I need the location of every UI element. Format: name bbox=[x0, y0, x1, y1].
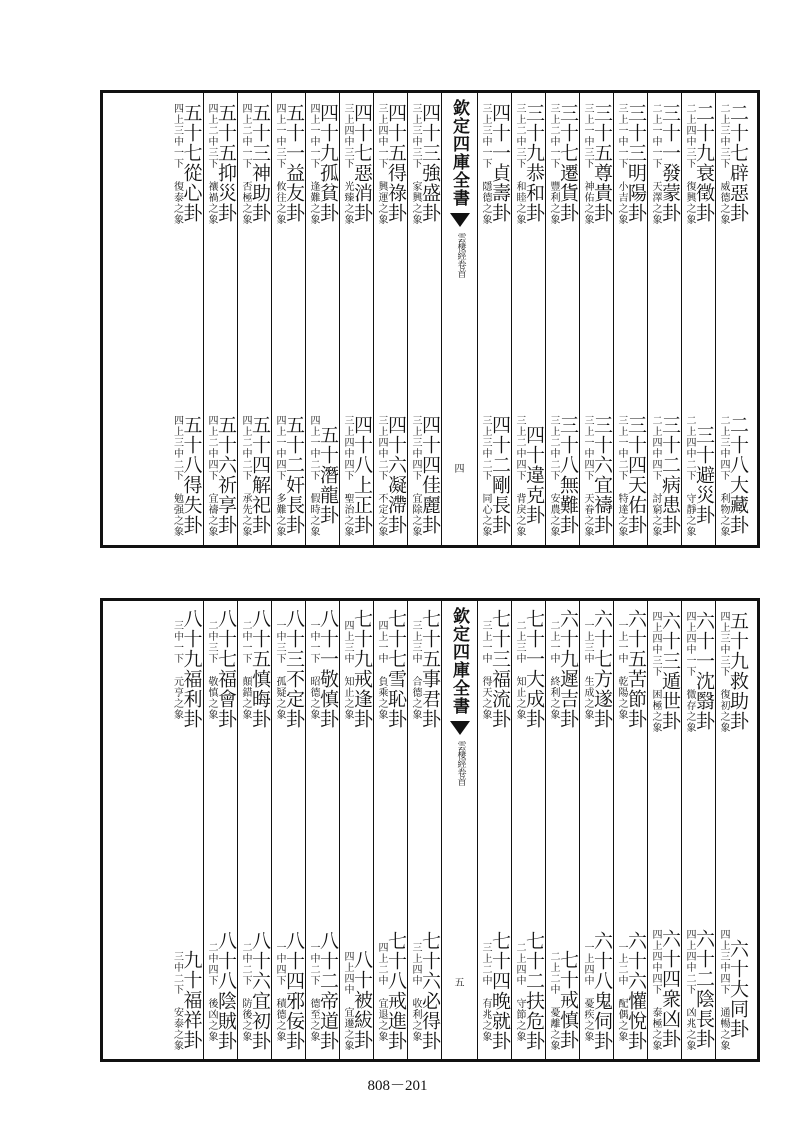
hexagram-entry bbox=[650, 609, 679, 733]
hexagram-note: 三上四中二下 不定之象 bbox=[376, 415, 387, 537]
hexagram-entry bbox=[718, 413, 747, 537]
hexagram-note: 三上二中三下 和睦之象 bbox=[514, 103, 525, 225]
hexagram-name: 四十一貞壽卦 bbox=[489, 103, 511, 223]
hexagram-entry bbox=[514, 413, 543, 537]
hexagram-name: 六十五苦節卦 bbox=[625, 609, 647, 729]
hexagram-note: 三上二中一下 豐利之象 bbox=[548, 103, 559, 225]
text-column bbox=[715, 601, 749, 1059]
hexagram-entry bbox=[684, 927, 713, 1051]
hexagram-name: 六十四衆凶卦 bbox=[659, 929, 681, 1049]
volume-ref: 雲棲經卷首 bbox=[455, 233, 466, 278]
text-column bbox=[647, 601, 681, 1059]
hexagram-name: 六十大同卦 bbox=[727, 939, 749, 1039]
hexagram-entry bbox=[718, 927, 747, 1051]
hexagram-name: 四十九孤貧卦 bbox=[317, 103, 339, 223]
text-column bbox=[203, 93, 237, 545]
hexagram-name: 六十七方遂卦 bbox=[591, 609, 613, 729]
hexagram-entry bbox=[480, 101, 509, 225]
hexagram-name: 五十二奸長卦 bbox=[283, 415, 305, 535]
hexagram-entry bbox=[206, 413, 235, 537]
hexagram-note: 四上三中四下 通暢之象 bbox=[718, 929, 729, 1051]
hexagram-entry bbox=[376, 101, 405, 225]
hexagram-note: 四上四中 宜遷之象 bbox=[342, 951, 353, 1051]
hexagram-note: 四上四中一下 微存之象 bbox=[684, 611, 695, 733]
top-page-frame bbox=[100, 90, 760, 548]
hexagram-name: 四十三強盛卦 bbox=[419, 103, 441, 223]
hexagram-note: 一中二下 德至之象 bbox=[308, 942, 319, 1042]
hexagram-note: 三上二中四下 背戾之象 bbox=[514, 415, 525, 537]
hexagram-note: 三上二中二下 安農之象 bbox=[548, 415, 559, 537]
hexagram-note: 二上四中四下 討窮之象 bbox=[650, 415, 661, 537]
hexagram-note: 一中一下 昭德之象 bbox=[308, 620, 319, 720]
hexagram-name: 二十九衰徵卦 bbox=[693, 103, 715, 223]
hexagram-name: 三十一發蒙卦 bbox=[659, 103, 681, 223]
hexagram-entry bbox=[650, 413, 679, 537]
hexagram-entry bbox=[172, 101, 201, 225]
hexagram-entry bbox=[718, 609, 747, 733]
center-gutter bbox=[441, 601, 477, 1059]
hexagram-name: 六十三遁世卦 bbox=[659, 611, 681, 731]
hexagram-entry bbox=[684, 101, 713, 225]
hexagram-entry bbox=[684, 609, 713, 733]
hexagram-note: 三上三中三下 家興之象 bbox=[410, 103, 421, 225]
hexagram-name: 七十九戒逢卦 bbox=[351, 609, 373, 729]
hexagram-entry bbox=[548, 413, 577, 537]
hexagram-entry bbox=[582, 931, 611, 1051]
text-column bbox=[305, 93, 339, 545]
hexagram-name: 五十潛龍卦 bbox=[317, 425, 339, 525]
hexagram-name: 七十八戒進卦 bbox=[385, 931, 407, 1051]
hexagram-entry bbox=[308, 101, 337, 225]
fish-tail-mark bbox=[450, 721, 470, 735]
hexagram-entry bbox=[376, 413, 405, 537]
hexagram-entry bbox=[582, 609, 611, 729]
text-column bbox=[237, 93, 271, 545]
hexagram-note: 三上二中 有兆之象 bbox=[480, 942, 491, 1042]
hexagram-entry bbox=[240, 413, 269, 537]
text-column bbox=[647, 93, 681, 545]
hexagram-note: 四上一中四下 多難之象 bbox=[274, 415, 285, 537]
text-column bbox=[613, 93, 647, 545]
hexagram-name: 七十戒慎卦 bbox=[557, 950, 579, 1050]
text-column bbox=[715, 93, 749, 545]
hexagram-entry bbox=[684, 413, 713, 537]
text-column bbox=[373, 93, 407, 545]
hexagram-note: 一上三中 生成之象 bbox=[582, 620, 593, 720]
hexagram-name: 三十二病患卦 bbox=[659, 415, 681, 535]
hexagram-entry bbox=[274, 609, 303, 729]
hexagram-name: 三十九恭和卦 bbox=[523, 103, 545, 223]
hexagram-note: 三上三中 合德之象 bbox=[410, 620, 421, 720]
hexagram-name: 八十被紱卦 bbox=[351, 950, 373, 1050]
hexagram-name: 三十避災卦 bbox=[693, 425, 715, 525]
hexagram-name: 五十四解祀卦 bbox=[249, 415, 271, 535]
page-number: 808－201 bbox=[367, 1078, 428, 1094]
hexagram-entry bbox=[342, 101, 371, 225]
hexagram-name: 八十八陰賊卦 bbox=[215, 931, 237, 1051]
hexagram-note: 四上四中二下 凶兆之象 bbox=[684, 929, 695, 1051]
hexagram-name: 八十三不定卦 bbox=[283, 609, 305, 729]
hexagram-entry bbox=[308, 931, 337, 1051]
text-column bbox=[237, 601, 271, 1059]
hexagram-entry bbox=[274, 413, 303, 537]
hexagram-note: 一中三下 孤疑之象 bbox=[274, 620, 285, 720]
hexagram-name: 八十六宜初卦 bbox=[249, 931, 271, 1051]
hexagram-entry bbox=[514, 609, 543, 729]
hexagram-note: 三上一中 得天之象 bbox=[480, 620, 491, 720]
hexagram-entry bbox=[376, 931, 405, 1051]
hexagram-note: 四上二中二下 承先之象 bbox=[240, 415, 251, 537]
hexagram-name: 四十五得祿卦 bbox=[385, 103, 407, 223]
hexagram-note: 二中四下 後凶之象 bbox=[206, 942, 217, 1042]
hexagram-note: 二上一中一下 天澤之象 bbox=[650, 103, 661, 225]
text-column bbox=[477, 601, 511, 1059]
hexagram-entry bbox=[650, 101, 679, 225]
hexagram-note: 三中一下 元亨之象 bbox=[171, 620, 183, 720]
hexagram-name: 三十三明陽卦 bbox=[625, 103, 647, 223]
hexagram-name: 三十七遷貨卦 bbox=[557, 103, 579, 223]
text-column bbox=[339, 93, 373, 545]
hexagram-note: 四上二中一下 否極之象 bbox=[240, 103, 251, 225]
hexagram-entry bbox=[308, 609, 337, 729]
hexagram-note: 二上一中 終利之象 bbox=[548, 620, 559, 720]
hexagram-name: 八十一敬慎卦 bbox=[317, 609, 339, 729]
hexagram-name: 七十七雪恥卦 bbox=[385, 609, 407, 729]
hexagram-name: 五十九救助卦 bbox=[727, 611, 749, 731]
hexagram-note: 四上四中四下 泰極之象 bbox=[650, 929, 661, 1051]
hexagram-name: 七十二扶危卦 bbox=[523, 931, 545, 1051]
hexagram-name: 八十九福利卦 bbox=[180, 609, 203, 729]
hexagram-entry bbox=[514, 931, 543, 1051]
bottom-page-frame bbox=[100, 598, 760, 1062]
hexagram-entry bbox=[342, 949, 371, 1051]
hexagram-entry bbox=[548, 101, 577, 225]
hexagram-note: 四上二中四下 宜禱之象 bbox=[206, 415, 217, 537]
hexagram-name: 三十五尊貴卦 bbox=[591, 103, 613, 223]
hexagram-entry bbox=[582, 101, 611, 225]
hexagram-entry bbox=[548, 609, 577, 729]
hexagram-entry bbox=[616, 931, 645, 1051]
hexagram-entry bbox=[342, 413, 371, 537]
hexagram-note: 四上一中三下 攸往之象 bbox=[274, 103, 285, 225]
hexagram-entry bbox=[274, 101, 303, 225]
book-title: 欽定四庫全書 bbox=[449, 99, 469, 207]
hexagram-entry bbox=[240, 101, 269, 225]
hexagram-name: 二十八大藏卦 bbox=[727, 415, 749, 535]
text-column bbox=[545, 601, 579, 1059]
text-column bbox=[511, 601, 545, 1059]
hexagram-entry bbox=[616, 101, 645, 225]
hexagram-name: 八十四邪佞卦 bbox=[283, 931, 305, 1051]
hexagram-note: 四上三中三下 復初之象 bbox=[718, 611, 729, 733]
text-column bbox=[271, 93, 305, 545]
hexagram-name: 九十福祥卦 bbox=[180, 950, 203, 1050]
hexagram-entry bbox=[308, 413, 337, 537]
hexagram-entry bbox=[514, 101, 543, 225]
hexagram-note: 四上二中 宜退之象 bbox=[376, 942, 387, 1042]
hexagram-name: 二十七辟惡卦 bbox=[727, 103, 749, 223]
hexagram-entry bbox=[240, 931, 269, 1051]
hexagram-note: 四上三中一下 復泰之象 bbox=[171, 103, 183, 225]
hexagram-note: 二上四中三下 復興之象 bbox=[684, 103, 695, 225]
text-column bbox=[545, 93, 579, 545]
hexagram-entry bbox=[172, 413, 201, 537]
hexagram-entry bbox=[172, 949, 201, 1051]
book-title: 欽定四庫全書 bbox=[449, 607, 469, 715]
hexagram-note: 一上四中 憂疾之象 bbox=[582, 942, 593, 1042]
hexagram-name: 五十七從心卦 bbox=[180, 103, 203, 223]
hexagram-note: 二中三下 敬慎之象 bbox=[206, 620, 217, 720]
hexagram-name: 四十七惡消卦 bbox=[351, 103, 373, 223]
hexagram-name: 五十三神助卦 bbox=[249, 103, 271, 223]
hexagram-entry bbox=[274, 931, 303, 1051]
hexagram-entry bbox=[616, 413, 645, 537]
hexagram-entry bbox=[410, 931, 439, 1051]
hexagram-name: 五十八得失卦 bbox=[180, 415, 203, 535]
hexagram-name: 八十二帝道卦 bbox=[317, 931, 339, 1051]
hexagram-entry bbox=[342, 609, 371, 729]
hexagram-name: 七十一大成卦 bbox=[523, 609, 545, 729]
hexagram-note: 二上三中 知止之象 bbox=[514, 620, 525, 720]
hexagram-entry bbox=[206, 609, 235, 729]
hexagram-name: 四十六凝滯卦 bbox=[385, 415, 407, 535]
text-column bbox=[169, 601, 203, 1059]
text-column bbox=[579, 93, 613, 545]
hexagram-entry bbox=[548, 949, 577, 1051]
hexagram-note: 四上一中二下 假時之象 bbox=[308, 415, 319, 537]
hexagram-note: 三上一中三下 神佑之象 bbox=[582, 103, 593, 225]
hexagram-note: 三上一中二下 特達之象 bbox=[616, 415, 627, 537]
hexagram-note: 四上一中 負乘之象 bbox=[376, 620, 387, 720]
hexagram-note: 二上四中二下 守靜之象 bbox=[684, 415, 695, 537]
hexagram-name: 五十一益友卦 bbox=[283, 103, 305, 223]
hexagram-entry bbox=[206, 931, 235, 1051]
hexagram-name: 六十六懽悅卦 bbox=[625, 931, 647, 1051]
hexagram-entry bbox=[718, 101, 747, 225]
hexagram-note: 三中二下 安泰之象 bbox=[171, 951, 183, 1051]
hexagram-note: 二上三中三下 威德之象 bbox=[718, 103, 729, 225]
hexagram-note: 二上四中 守節之象 bbox=[514, 942, 525, 1042]
hexagram-name: 四十四佳麗卦 bbox=[419, 415, 441, 535]
text-column bbox=[579, 601, 613, 1059]
hexagram-name: 八十七福會卦 bbox=[215, 609, 237, 729]
hexagram-note: 三上四中四下 聖治之象 bbox=[342, 415, 353, 537]
text-column bbox=[477, 93, 511, 545]
hexagram-name: 三十八無難卦 bbox=[557, 415, 579, 535]
hexagram-note: 三上三中二下 同心之象 bbox=[480, 415, 491, 537]
hexagram-note: 四上二中三下 禳禍之象 bbox=[206, 103, 217, 225]
hexagram-name: 六十二陰長卦 bbox=[693, 929, 715, 1049]
hexagram-note: 三上四中一下 興運之象 bbox=[376, 103, 387, 225]
hexagram-entry bbox=[376, 609, 405, 729]
folio-number: 五 bbox=[454, 978, 465, 989]
hexagram-entry bbox=[650, 927, 679, 1051]
hexagram-note: 四上三中 知止之象 bbox=[342, 620, 353, 720]
hexagram-name: 八十五慎晦卦 bbox=[249, 609, 271, 729]
text-column bbox=[511, 93, 545, 545]
text-column bbox=[305, 601, 339, 1059]
text-column bbox=[203, 601, 237, 1059]
fish-tail-mark bbox=[450, 213, 470, 227]
hexagram-note: 一中四下 積德之象 bbox=[274, 942, 285, 1042]
hexagram-entry bbox=[206, 101, 235, 225]
text-column bbox=[407, 93, 441, 545]
hexagram-entry bbox=[410, 609, 439, 729]
hexagram-entry bbox=[240, 609, 269, 729]
hexagram-entry bbox=[582, 413, 611, 537]
hexagram-note: 一上一中 乾陽之象 bbox=[616, 620, 627, 720]
hexagram-name: 七十四晚就卦 bbox=[489, 931, 511, 1051]
hexagram-entry bbox=[616, 609, 645, 729]
hexagram-name: 四十違克卦 bbox=[523, 425, 545, 525]
hexagram-name: 四十二剛長卦 bbox=[489, 415, 511, 535]
hexagram-name: 七十五事君卦 bbox=[419, 609, 441, 729]
text-column bbox=[339, 601, 373, 1059]
hexagram-note: 二中二下 防後之象 bbox=[240, 942, 251, 1042]
text-column bbox=[271, 601, 305, 1059]
hexagram-note: 三上四中 收利之象 bbox=[410, 942, 421, 1042]
hexagram-note: 三上一中四下 天眷之象 bbox=[582, 415, 593, 537]
hexagram-name: 七十六必得卦 bbox=[419, 931, 441, 1051]
hexagram-note: 二上三中四下 利物之象 bbox=[718, 415, 729, 537]
hexagram-name: 七十三福流卦 bbox=[489, 609, 511, 729]
hexagram-name: 三十四天佑卦 bbox=[625, 415, 647, 535]
hexagram-name: 六十一沈翳卦 bbox=[693, 611, 715, 731]
hexagram-entry bbox=[410, 101, 439, 225]
hexagram-name: 六十九遲吉卦 bbox=[557, 609, 579, 729]
text-column bbox=[169, 93, 203, 545]
hexagram-entry bbox=[480, 413, 509, 537]
text-column bbox=[407, 601, 441, 1059]
folio-number: 四 bbox=[454, 464, 465, 475]
hexagram-note: 三上一中一下 小吉之象 bbox=[616, 103, 627, 225]
hexagram-note: 四上一中一下 逢難之象 bbox=[308, 103, 319, 225]
text-column bbox=[681, 93, 715, 545]
text-column bbox=[373, 601, 407, 1059]
hexagram-name: 三十六宜禱卦 bbox=[591, 415, 613, 535]
text-column bbox=[681, 601, 715, 1059]
hexagram-name: 六十八鬼伺卦 bbox=[591, 931, 613, 1051]
hexagram-entry bbox=[480, 609, 509, 729]
hexagram-note: 三上三中四下 宜除之象 bbox=[410, 415, 421, 537]
hexagram-entry bbox=[410, 413, 439, 537]
hexagram-note: 二上二中 憂離之象 bbox=[548, 951, 559, 1051]
hexagram-note: 三上四中三下 光臻之象 bbox=[342, 103, 353, 225]
hexagram-note: 二中一下 顛錯之象 bbox=[240, 620, 251, 720]
hexagram-entry bbox=[480, 931, 509, 1051]
hexagram-note: 一上二中 配偶之象 bbox=[616, 942, 627, 1042]
hexagram-note: 四上四中三下 困極之象 bbox=[650, 611, 661, 733]
hexagram-entry bbox=[172, 609, 201, 729]
hexagram-note: 四上三中二下 勉强之象 bbox=[171, 415, 183, 537]
hexagram-name: 五十六祈享卦 bbox=[215, 415, 237, 535]
hexagram-note: 三上三中一下 隱德之象 bbox=[480, 103, 491, 225]
hexagram-name: 五十五抑災卦 bbox=[215, 103, 237, 223]
text-column bbox=[613, 601, 647, 1059]
hexagram-name: 四十八上正卦 bbox=[351, 415, 373, 535]
center-gutter bbox=[441, 93, 477, 545]
volume-ref: 雲棲經卷首 bbox=[455, 741, 466, 786]
